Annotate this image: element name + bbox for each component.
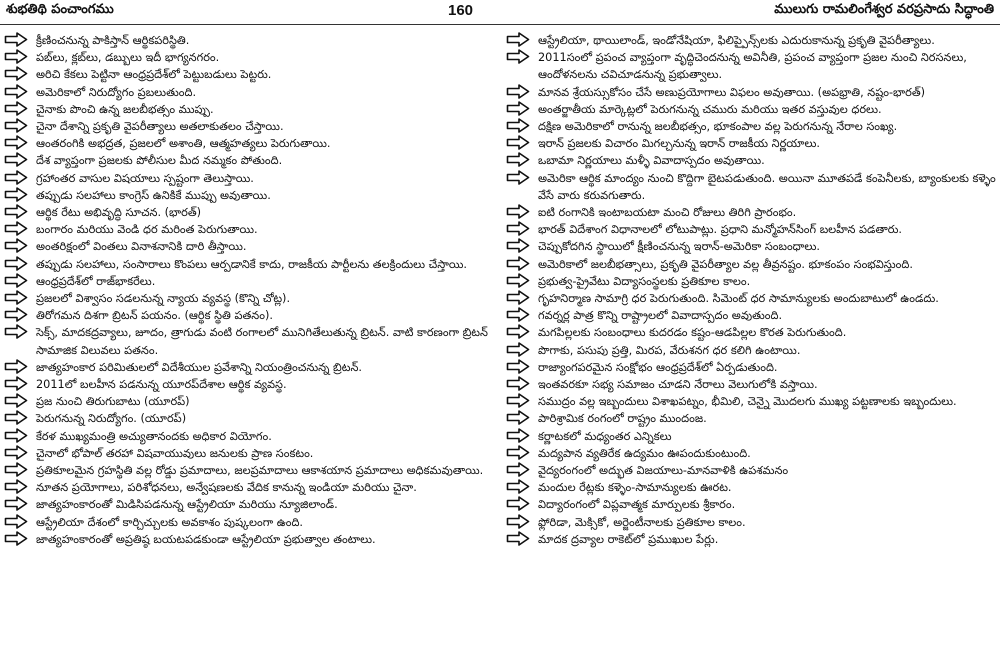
arrow-right-icon	[4, 479, 30, 496]
list-item-text: మందుల రేట్లకు కళ్ళెం-సామాన్యులకు ఊరట.	[538, 481, 732, 495]
list-item	[4, 410, 494, 427]
left-column	[4, 32, 494, 548]
list-item-text: ఆంధ్రప్రదేశ్‌లో రాజ్‌భాకరేలు.	[36, 274, 156, 288]
list-item-text: 2011సంలో ప్రపంచ వ్యాప్తంగా వృద్ధిచెందనున్న అవినీతి, ప్రపంచ వ్యాప్తంగా ప్రజల నుంచి నిరసనలు, ఆందోళనలను చవిచూడనున్న ప్రభుత్వాలు.	[538, 51, 967, 82]
arrow-right-icon	[506, 256, 532, 273]
list-item	[4, 428, 494, 445]
arrow-right-icon	[506, 324, 532, 341]
list-item-text: చైనా దేశాన్ని ప్రకృతి వైపరీత్యాలు అతలాకుతలం చేస్తాయి.	[36, 120, 284, 134]
list-item	[4, 66, 494, 83]
arrow-right-icon	[4, 118, 30, 135]
list-item	[4, 84, 494, 101]
arrow-right-icon	[506, 101, 532, 118]
book-title: శుభతిథి పంచాంగము	[6, 2, 114, 17]
list-item-text: దక్షిణ అమెరికాలో రానున్న జలబీభత్సం, భూకంపాల వల్ల పెరుగనున్న నేరాల సంఖ్య.	[538, 120, 898, 134]
list-item-text: రాజ్యాంగపరమైన సంక్షోభం ఆంధ్రప్రదేశ్‌లో ఏర్పడుతుంది.	[538, 360, 778, 374]
arrow-right-icon	[506, 359, 532, 376]
list-item	[4, 324, 494, 358]
arrow-right-icon	[4, 410, 30, 427]
list-item-text: గవర్నర్ల పాత్ర కొన్ని రాష్ట్రాలలో వివాదాస్పదం అవుతుంది.	[538, 309, 783, 323]
list-item	[4, 135, 494, 152]
arrow-right-icon	[4, 273, 30, 290]
arrow-right-icon	[506, 496, 532, 513]
list-item-text: చైనాలో భోపాల్ తరహా విషవాయువులు జనులకు ప్రాణ సంకటం.	[36, 446, 314, 460]
list-item-text: భారత్ విదేశాంగ విధానాలలో లోటుపాట్లు. ప్రధాని మన్మోహన్‌సింగ్ బలహీన పడతారు.	[538, 223, 902, 237]
list-item	[506, 204, 996, 221]
list-item-text: సెక్స్, మాదకద్రవ్యాలు, జూదం, త్రాగుడు వంటి రంగాలలో మునిగితేలుతున్న బ్రిటన్. వాటి కారణంగా బ్రిటన్ సామాజిక విలువలు పతనం.	[36, 326, 488, 357]
arrow-right-icon	[506, 49, 532, 66]
list-item	[4, 531, 494, 548]
arrow-right-icon	[4, 428, 30, 445]
arrow-right-icon	[506, 376, 532, 393]
list-item	[506, 393, 996, 410]
list-item-text: పొగాకు, పసుపు ప్రత్తి, మిరప, వేరుశనగ ధర కలిగి ఉంటాయి.	[538, 343, 801, 357]
list-item-text: ఆస్ట్రేలియా దేశంలో కార్చిచ్చులకు అవకాశం పుష్కలంగా ఉంది.	[36, 515, 304, 529]
list-item	[4, 462, 494, 479]
author-name: ములుగు రామలింగేశ్వర వరప్రసాదు సిద్ధాంతి	[774, 2, 994, 17]
arrow-right-icon	[506, 479, 532, 496]
list-item	[4, 101, 494, 118]
arrow-right-icon	[4, 187, 30, 204]
list-item-text: తప్పుడు సలహాలు, సంసారాలు కొంపలు ఆర్పడానికే కాదు, రాజకీయ పార్టీలను తలక్రిందులు చేస్తాయి.	[36, 257, 467, 271]
list-item	[4, 152, 494, 169]
list-item	[4, 479, 494, 496]
list-item-text: జాత్యహంకారంతో మిడిసిపడనున్న ఆస్ట్రేలియా మరియు న్యూజిలాండ్.	[36, 498, 338, 512]
list-item	[506, 359, 996, 376]
list-item	[506, 256, 996, 273]
arrow-right-icon	[506, 32, 532, 49]
list-item	[506, 428, 996, 445]
list-item	[506, 49, 996, 83]
arrow-right-icon	[4, 256, 30, 273]
arrow-right-icon	[4, 170, 30, 187]
list-item-text: దేశ వ్యాప్తంగా ప్రజలకు పోలీసుల మీద నమ్మకం పోతుంది.	[36, 154, 283, 168]
list-item	[4, 187, 494, 204]
list-item-text: మగపిల్లలకు సంబంధాలు కుదరడం కష్టం-ఆడపిల్లల కొరత పెరుగుతుంది.	[538, 326, 847, 340]
arrow-right-icon	[506, 445, 532, 462]
arrow-right-icon	[506, 221, 532, 238]
arrow-right-icon	[4, 359, 30, 376]
list-item-text: గృహనిర్మాణ సామాగ్రి ధర పెరుగుతుంది. సిమెంట్ ధర సామాన్యులకు అందుబాటులో ఉండదు.	[538, 292, 939, 306]
arrow-right-icon	[4, 462, 30, 479]
list-item	[4, 273, 494, 290]
list-item-text: మాదక ద్రవ్యాల రాకెట్‌లో ప్రముఖుల పేర్లు.	[538, 532, 719, 546]
list-item	[506, 496, 996, 513]
list-item-text: తప్పుడు సలహాలు కాంగ్రెస్ ఉనికికే ముప్పు అవుతాయి.	[36, 188, 271, 202]
list-item-text: ఫ్లోరిడా, మెక్సికో, అర్జెంటీనాలకు ప్రతికూల కాలం.	[538, 515, 746, 529]
arrow-right-icon	[506, 238, 532, 255]
list-item-text: కేరళ ముఖ్యమంత్రి అచ్యుతానందకు అధికార వియోగం.	[36, 429, 272, 443]
list-item	[506, 514, 996, 531]
list-item-text: ఆంతరంగికి అభద్రత, ప్రజలలో అశాంతి, ఆత్మహత్యలు పెరుగుతాయి.	[36, 137, 331, 151]
arrow-right-icon	[506, 307, 532, 324]
arrow-right-icon	[506, 393, 532, 410]
list-item	[506, 342, 996, 359]
list-item	[506, 410, 996, 427]
list-item-text: బంగారం మరియు వెండి ధర మరింత పెరుగుతాయి.	[36, 223, 258, 237]
list-item-text: ఇంతవరకూ సభ్య సమాజం చూడని నేరాలు వెలుగులోకి వస్తాయి.	[538, 378, 818, 392]
list-item	[4, 32, 494, 49]
list-item	[4, 445, 494, 462]
list-item-text: గ్రహాంతర వాసుల విషయాలు స్పష్టంగా తెలుస్తాయి.	[36, 171, 254, 185]
right-column	[506, 32, 996, 548]
page-header	[0, 0, 1000, 26]
list-item-text: చెప్పుకోదగిన స్థాయిలో క్షీణించనున్న ఇరాన్-అమెరికా సంబంధాలు.	[538, 240, 820, 254]
list-item	[4, 393, 494, 410]
arrow-right-icon	[506, 290, 532, 307]
list-item	[4, 290, 494, 307]
list-item	[506, 376, 996, 393]
arrow-right-icon	[506, 462, 532, 479]
list-item-text: ప్రభుత్వ-ప్రైవేటు విద్యాసంస్థలకు ప్రతికూల కాలం.	[538, 274, 751, 288]
arrow-right-icon	[506, 273, 532, 290]
list-item	[4, 238, 494, 255]
header-rule	[0, 24, 1000, 25]
arrow-right-icon	[4, 307, 30, 324]
list-item-text: వైద్యరంగంలో అద్భుత విజయాలు-మానవాళికి ఉపశమనం	[538, 464, 789, 478]
list-item-text: తిరోగమన దిశగా బ్రిటన్ పయనం. (ఆర్థిక స్థితి పతనం).	[36, 309, 273, 323]
list-item	[506, 170, 996, 204]
list-item	[506, 84, 996, 101]
list-item-text: ఆస్ట్రేలియా, థాయిలాండ్, ఇండోనేషియా, ఫిలిప్పైన్స్‌లకు ఎదురుకానున్న ప్రకృతి వైపరీత్యాలు.	[538, 34, 935, 47]
list-item	[4, 204, 494, 221]
list-item-text: ఒబామా నిర్ణయాలు మళ్ళీ వివాదాస్పదం అవుతాయి.	[538, 154, 765, 168]
list-item	[506, 273, 996, 290]
list-item-text: క్రీణించనున్న పాకిస్తాన్ ఆర్థికపరిస్థితి.	[36, 34, 190, 47]
list-item	[4, 359, 494, 376]
list-item	[506, 290, 996, 307]
list-item-text: చైనాకు పొంచి ఉన్న జలబీభత్సం ముప్పు.	[36, 102, 214, 116]
list-item	[4, 376, 494, 393]
arrow-right-icon	[506, 531, 532, 548]
arrow-right-icon	[506, 84, 532, 101]
arrow-right-icon	[4, 152, 30, 169]
list-item	[506, 479, 996, 496]
list-item	[4, 514, 494, 531]
list-item-text: అమెరికాలో నిరుద్యోగం ప్రబలుతుంది.	[36, 85, 197, 99]
arrow-right-icon	[4, 204, 30, 221]
arrow-right-icon	[4, 221, 30, 238]
list-item	[506, 238, 996, 255]
arrow-right-icon	[4, 393, 30, 410]
arrow-right-icon	[506, 118, 532, 135]
arrow-right-icon	[506, 170, 532, 187]
list-item-text: అమెరికాలో జలబీభత్సాలు, ప్రకృతి వైపరీత్యాల వల్ల తీవ్రనష్టం. భూకంపం సంభవిస్తుంది.	[538, 257, 913, 271]
arrow-right-icon	[4, 32, 30, 49]
list-item-text: మద్యపాన వ్యతిరేక ఉద్యమం ఊపందుకుంటుంది.	[538, 446, 751, 460]
arrow-right-icon	[4, 531, 30, 548]
list-item	[506, 152, 996, 169]
arrow-right-icon	[506, 428, 532, 445]
list-item-text: ఇరాన్ ప్రజలకు విచారం మిగల్చనున్న ఇరాన్ రాజకీయ నిర్ణయాలు.	[538, 137, 820, 151]
arrow-right-icon	[4, 49, 30, 66]
list-item-text: అమెరికా ఆర్థిక మాంద్యం నుంచి కొద్దిగా బైటపడుతుంది. అయినా మూతపడే కంపెనీలకు, బ్యాంకులకు కళ్ళెం వేసే వారు కరువగుతారు.	[538, 171, 996, 202]
arrow-right-icon	[4, 101, 30, 118]
list-item-text: మానవ శ్రేయస్సుకోసం చేసే అణుప్రయోగాలు విఫలం అవుతాయి. (అపభ్రాతి, నష్టం-భారత్)	[538, 85, 926, 99]
list-item-text: విద్యారంగంలో విప్లవాత్మక మార్పులకు శ్రీకారం.	[538, 498, 736, 512]
list-item	[506, 445, 996, 462]
list-item	[506, 32, 996, 49]
list-item-text: జాత్యహంకారంతో అప్రతిష్ఠ బయటపడకుండా ఆస్ట్రేలియా ప్రభుత్వాల తంటాలు.	[36, 532, 376, 546]
list-item-text: 2011లో బలహీన పడనున్న యూరప్‌దేశాల ఆర్థిక వ్యవస్థ.	[36, 378, 287, 392]
list-item	[506, 135, 996, 152]
list-item	[4, 118, 494, 135]
list-item-text: పబ్‌లు, క్లబ్‌లు, డబ్బులు ఇదీ భాగ్యనగరం.	[36, 51, 220, 65]
list-item	[506, 307, 996, 324]
arrow-right-icon	[4, 514, 30, 531]
arrow-right-icon	[506, 152, 532, 169]
list-item-text: పారిశ్రామిక రంగంలో రాష్ట్రం ముందంజ.	[538, 412, 707, 426]
list-item-text: ప్రతికూలమైన గ్రహస్థితి వల్ల రోడ్డు ప్రమాదాలు, జలప్రమాదాలు ఆకాశయాన ప్రమాదాలు అధికమవుతాయి.	[36, 464, 484, 478]
list-item-text: పెరుగనున్న నిరుద్యోగం. (యూరప్)	[36, 412, 187, 426]
list-item	[506, 531, 996, 548]
arrow-right-icon	[4, 445, 30, 462]
arrow-right-icon	[4, 376, 30, 393]
arrow-right-icon	[506, 135, 532, 152]
list-item-text: సముద్రం వల్ల ఇబ్బందులు విశాఖపట్నం, భీమిలి, చెన్నై మొదలగు ముఖ్య పట్టణాలకు ఇబ్బందులు.	[538, 395, 957, 409]
list-item	[506, 462, 996, 479]
list-item-text: ప్రజలలో విశ్వాసం సడలనున్న న్యాయ వ్యవస్థ (కొన్ని చోట్ల).	[36, 292, 291, 306]
arrow-right-icon	[506, 342, 532, 359]
list-item	[4, 256, 494, 273]
list-item-text: ప్రజ నుంచి తిరుగుబాటు (యూరప్)	[36, 395, 190, 409]
list-item	[506, 101, 996, 118]
list-item-text: ఆర్థిక రేటు అభివృద్ధి సూచన. (భారత్)	[36, 206, 202, 220]
arrow-right-icon	[4, 84, 30, 101]
arrow-right-icon	[4, 238, 30, 255]
arrow-right-icon	[506, 514, 532, 531]
list-item-text: నూతన ప్రయోగాలు, పరిశోధనలు, అన్వేషణలకు వేదిక కానున్న ఇండియా మరియు చైనా.	[36, 481, 417, 495]
list-item	[4, 307, 494, 324]
arrow-right-icon	[4, 135, 30, 152]
arrow-right-icon	[4, 324, 30, 341]
arrow-right-icon	[4, 66, 30, 83]
arrow-right-icon	[4, 290, 30, 307]
list-item-text: కర్ణాటకలో మధ్యంతర ఎన్నికలు	[538, 429, 672, 443]
list-item	[4, 49, 494, 66]
list-item-text: జాత్యహంకార పరిమితులలో విదేశీయుల ప్రవేశాన్ని నియంత్రించనున్న బ్రిటన్.	[36, 360, 362, 374]
list-item	[506, 118, 996, 135]
list-item	[4, 170, 494, 187]
list-item-text: ఐటి రంగానికి ఇంటాబయటా మంచి రోజులు తిరిగి ప్రారంభం.	[538, 206, 797, 220]
list-item	[4, 221, 494, 238]
page-number: 160	[448, 2, 474, 19]
arrow-right-icon	[506, 410, 532, 427]
list-item-text: అంతర్జాతీయ మార్కెట్లలో పెరుగనున్న చమురు మరియు ఇతర వస్తువుల ధరలు.	[538, 102, 882, 116]
list-item-text: అంతరిక్షంలో వింతలు వినాశనానికి దారి తీస్తాయి.	[36, 240, 247, 254]
list-item	[506, 221, 996, 238]
arrow-right-icon	[4, 496, 30, 513]
list-item	[506, 324, 996, 341]
list-item-text: అరిచి కేకలు పెట్టినా ఆంధ్రప్రదేశ్‌లో పెట్టుబడులు పెట్టరు.	[36, 68, 272, 82]
arrow-right-icon	[506, 204, 532, 221]
list-item	[4, 496, 494, 513]
